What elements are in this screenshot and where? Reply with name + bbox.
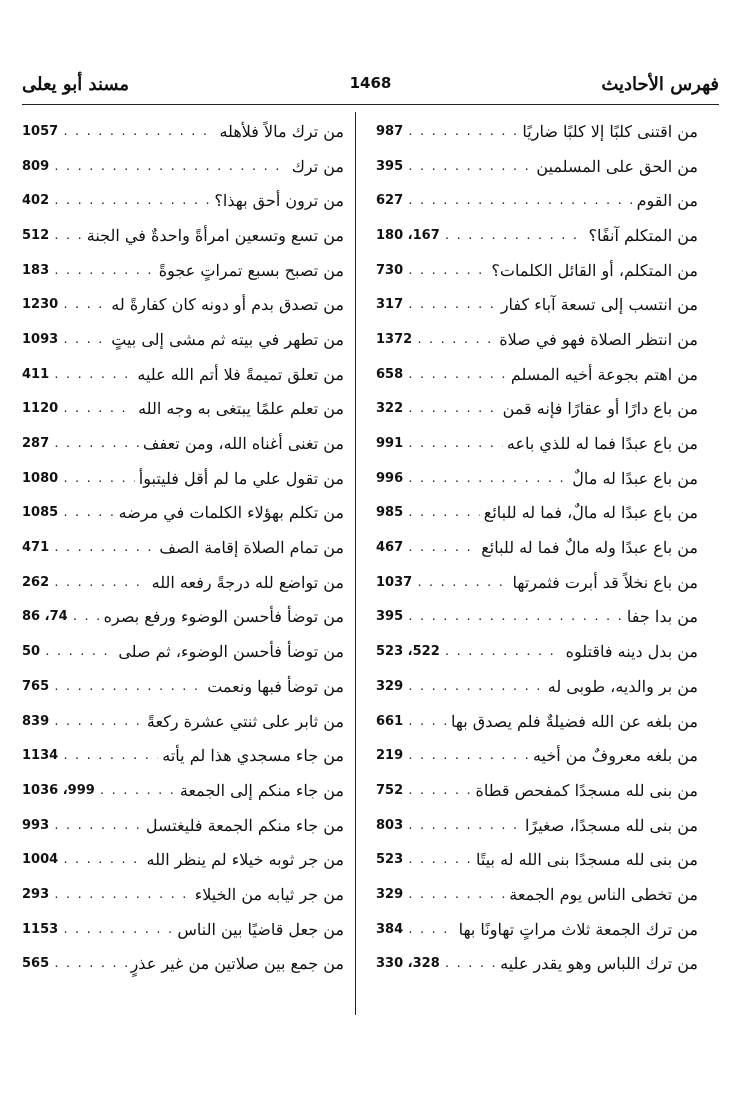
leader-dots (403, 888, 505, 901)
entry-pages: 1120 (22, 401, 59, 417)
index-entry (376, 496, 698, 531)
index-entry (22, 808, 344, 843)
leader-dots (49, 437, 139, 450)
entry-pages: 661 (376, 713, 404, 729)
index-title: فهرس الأحاديث (601, 74, 719, 95)
leader-dots (403, 680, 544, 693)
entry-pages: 1057 (22, 123, 59, 139)
entry-pages: 839 (22, 713, 50, 729)
leader-dots (95, 784, 176, 797)
page-header (22, 70, 719, 100)
leader-dots (403, 541, 477, 554)
entry-pages: 752 (376, 782, 404, 798)
leader-dots (49, 229, 83, 242)
leader-dots (403, 610, 623, 623)
page-number: 1468 (349, 74, 392, 92)
leader-dots (58, 506, 114, 519)
entry-pages: 991 (376, 436, 404, 452)
entry-pages: 765 (22, 678, 50, 694)
entry-text: من بر والديه، طوبى له (547, 676, 698, 696)
entry-text: من تقول علي ما لم أقل فليتبوأ (138, 468, 344, 488)
entry-pages: 512 (22, 227, 50, 243)
leader-dots (403, 368, 507, 381)
index-entry (22, 565, 344, 600)
index-entry (22, 392, 344, 427)
entry-pages: 317 (376, 297, 404, 313)
entry-pages: 809 (22, 158, 50, 174)
leader-dots (403, 125, 518, 138)
leader-dots (403, 472, 568, 485)
header-rule (22, 104, 719, 105)
leader-dots (49, 819, 142, 832)
index-entry (376, 426, 698, 461)
index-entry (376, 738, 698, 773)
index-entry (376, 634, 698, 669)
leader-dots (403, 715, 447, 728)
index-column-right (376, 114, 698, 981)
entry-text: من اقتنى كلبًا إلا كلبًا ضاريًا (522, 121, 698, 141)
entry-text: من جر ثوبه خيلاء لم ينظر الله (146, 850, 344, 870)
index-entry (376, 565, 698, 600)
entry-pages: 329 (376, 678, 404, 694)
entry-pages: 987 (376, 123, 404, 139)
index-entry (22, 114, 344, 149)
leader-dots (58, 749, 158, 762)
index-entry (376, 877, 698, 912)
entry-text: من تطهر في بيته ثم مشى إلى بيتٍ (111, 329, 344, 349)
index-entry (22, 218, 344, 253)
entry-pages: 74، 86 (22, 609, 68, 625)
index-entry (376, 287, 698, 322)
entry-text: من تصبح بسبع تمراتٍ عجوةً (158, 260, 344, 280)
leader-dots (68, 610, 100, 623)
entry-text: من باع عبدًا وله مالٌ فما له للبائع (481, 538, 698, 558)
leader-dots (440, 957, 496, 970)
entry-text: من المتكلم، أو القائل الكلمات؟ (491, 260, 698, 280)
entry-pages: 565 (22, 956, 50, 972)
leader-dots (403, 402, 498, 415)
index-entry (376, 669, 698, 704)
index-entry (376, 808, 698, 843)
entry-text: من بدا جفا (626, 607, 698, 627)
leader-dots (49, 957, 126, 970)
leader-dots (58, 402, 134, 415)
index-entry (22, 461, 344, 496)
entry-pages: 167، 180 (376, 227, 440, 243)
entry-text: من بلغه معروفٌ من أخيه (532, 746, 698, 766)
index-entry (22, 842, 344, 877)
entry-pages: 50 (22, 644, 41, 660)
entry-text: من توضأ فأحسن الوضوء، ثم صلى (118, 642, 344, 662)
leader-dots (412, 576, 508, 589)
entry-pages: 996 (376, 470, 404, 486)
entry-text: من جمع بين صلاتين من غير عذرٍ (130, 954, 344, 974)
entry-text: من القوم (636, 191, 698, 211)
entry-text: من تخطى الناس يوم الجمعة (509, 884, 698, 904)
entry-pages: 999، 1036 (22, 782, 95, 798)
entry-text: من انتظر الصلاة فهو في صلاة (499, 329, 698, 349)
index-entry (22, 947, 344, 982)
leader-dots (49, 264, 155, 277)
index-entry (376, 322, 698, 357)
entry-pages: 293 (22, 886, 50, 902)
entry-text: من توضأ فبها ونعمت (207, 676, 344, 696)
entry-pages: 1372 (376, 331, 413, 347)
index-column-left (22, 114, 344, 981)
leader-dots (49, 541, 155, 554)
leader-dots (403, 749, 529, 762)
entry-text: من بنى لله مسجدًا بنى الله له بيتًا (476, 850, 698, 870)
entry-pages: 395 (376, 158, 404, 174)
index-entry (376, 600, 698, 635)
leader-dots (403, 923, 455, 936)
entry-text: من انتسب إلى تسعة آباء كفار (500, 295, 698, 315)
column-divider (355, 112, 356, 1015)
index-entry (376, 704, 698, 739)
leader-dots (49, 160, 288, 173)
entry-pages: 1153 (22, 921, 59, 937)
leader-dots (440, 229, 585, 242)
index-entry (22, 530, 344, 565)
entry-pages: 384 (376, 921, 404, 937)
entry-text: من باع عبدًا فما له للذي باعه (506, 434, 698, 454)
entry-pages: 402 (22, 193, 50, 209)
index-entry (22, 253, 344, 288)
index-entry (22, 704, 344, 739)
index-entry (22, 496, 344, 531)
entry-text: من ترك مالاً فلأهله (219, 121, 344, 141)
entry-text: من بنى لله مسجدًا كمفحص قطاة (475, 780, 698, 800)
index-entry (376, 253, 698, 288)
entry-text: من بدل دينه فاقتلوه (565, 642, 698, 662)
entry-text: من تعلق تميمةً فلا أتم الله عليه (137, 364, 344, 384)
leader-dots (58, 125, 215, 138)
index-entry (376, 773, 698, 808)
index-entry (22, 322, 344, 357)
leader-dots (49, 715, 143, 728)
leader-dots (403, 784, 471, 797)
entry-text: من ترك (291, 156, 344, 176)
entry-text: من تسع وتسعين امرأةً واحدةٌ في الجنة (86, 225, 344, 245)
leader-dots (403, 853, 472, 866)
entry-text: من ترون أحق بهذا؟ (214, 191, 344, 211)
entry-text: من ثابر على ثنتي عشرة ركعةً (146, 711, 344, 731)
entry-text: من بنى لله مسجدًا، صغيرًا (524, 815, 698, 835)
leader-dots (49, 576, 147, 589)
entry-text: من جاء منكم إلى الجمعة (179, 780, 344, 800)
entry-pages: 471 (22, 540, 50, 556)
index-entry (376, 392, 698, 427)
index-entry (376, 912, 698, 947)
entry-pages: 803 (376, 817, 404, 833)
entry-text: من باع نخلاً قد أبرت فثمرتها (512, 572, 698, 592)
entry-text: من اهتم بجوعة أخيه المسلم (510, 364, 698, 384)
index-entry (22, 287, 344, 322)
entry-pages: 1037 (376, 574, 413, 590)
leader-dots (58, 853, 142, 866)
entry-text: من تواضع لله درجةً رفعه الله (151, 572, 344, 592)
entry-text: من باع عبدًا له مالٌ (572, 468, 698, 488)
index-entry (22, 669, 344, 704)
entry-pages: 262 (22, 574, 50, 590)
entry-text: من جر ثيابه من الخيلاء (194, 884, 344, 904)
entry-text: من ترك اللباس وهو يقدر عليه (500, 954, 698, 974)
leader-dots (58, 923, 173, 936)
index-entry (376, 218, 698, 253)
index-entry (22, 773, 344, 808)
entry-text: من جاء منكم الجمعة فليغتسل (145, 815, 344, 835)
leader-dots (49, 368, 133, 381)
leader-dots (440, 645, 562, 658)
entry-text: من باع عبدًا له مالٌ، فما له للبائع (483, 503, 698, 523)
entry-pages: 219 (376, 748, 404, 764)
entry-pages: 1004 (22, 852, 59, 868)
entry-pages: 1093 (22, 331, 59, 347)
leader-dots (40, 645, 114, 658)
entry-pages: 328، 330 (376, 956, 440, 972)
entry-text: من ترك الجمعة ثلاث مراتٍ تهاونًا بها (458, 919, 698, 939)
index-entry (22, 183, 344, 218)
entry-pages: 183 (22, 262, 50, 278)
entry-text: من جاء مسجدي هذا لم يأته (162, 746, 344, 766)
index-entry (376, 357, 698, 392)
leader-dots (49, 888, 191, 901)
entry-pages: 522، 523 (376, 644, 440, 660)
entry-text: من تكلم بهؤلاء الكلمات في مرضه (118, 503, 344, 523)
entry-text: من المتكلم آنفًا؟ (588, 225, 698, 245)
leader-dots (403, 819, 521, 832)
entry-pages: 467 (376, 540, 404, 556)
entry-pages: 985 (376, 505, 404, 521)
entry-pages: 1134 (22, 748, 59, 764)
index-entry (22, 912, 344, 947)
entry-text: من باع دارًا أو عقارًا فإنه قمن (502, 399, 698, 419)
entry-pages: 1080 (22, 470, 59, 486)
entry-pages: 730 (376, 262, 404, 278)
leader-dots (403, 437, 503, 450)
index-entry (376, 530, 698, 565)
leader-dots (403, 506, 480, 519)
entry-text: من الحق على المسلمين (536, 156, 698, 176)
leader-dots (49, 680, 203, 693)
entry-text: من تعلم علمًا يبتغى به وجه الله (138, 399, 344, 419)
leader-dots (412, 333, 495, 346)
entry-pages: 993 (22, 817, 50, 833)
entry-text: من جعل قاضيًا بين الناس (177, 919, 344, 939)
leader-dots (403, 194, 632, 207)
entry-pages: 523 (376, 852, 404, 868)
entry-pages: 1085 (22, 505, 59, 521)
index-entry (22, 634, 344, 669)
entry-text: من تصدق بدم أو دونه كان كفارةً له (111, 295, 344, 315)
leader-dots (403, 160, 532, 173)
entry-pages: 627 (376, 193, 404, 209)
index-entry (376, 183, 698, 218)
leader-dots (403, 298, 497, 311)
book-title: مسند أبو يعلى (22, 74, 130, 95)
index-entry (22, 426, 344, 461)
index-entry (22, 600, 344, 635)
entry-pages: 1230 (22, 297, 59, 313)
entry-text: من بلغه عن الله فضيلةٌ فلم يصدق بها (451, 711, 698, 731)
entry-pages: 658 (376, 366, 404, 382)
index-entry (22, 877, 344, 912)
leader-dots (49, 194, 210, 207)
entry-pages: 395 (376, 609, 404, 625)
index-entry (376, 114, 698, 149)
index-entry (22, 738, 344, 773)
index-entry (376, 947, 698, 982)
index-entry (376, 461, 698, 496)
index-entry (22, 149, 344, 184)
entry-pages: 322 (376, 401, 404, 417)
entry-pages: 287 (22, 436, 50, 452)
leader-dots (403, 264, 487, 277)
leader-dots (58, 333, 107, 346)
entry-pages: 411 (22, 366, 50, 382)
index-entry (22, 357, 344, 392)
entry-text: من تغنى أغناه الله، ومن تعفف (142, 434, 344, 454)
index-entry (376, 842, 698, 877)
entry-text: من تمام الصلاة إقامة الصف (159, 538, 344, 558)
entry-pages: 329 (376, 886, 404, 902)
index-entry (376, 149, 698, 184)
leader-dots (58, 298, 107, 311)
entry-text: من توضأ فأحسن الوضوء ورفع بصره (103, 607, 344, 627)
leader-dots (58, 472, 135, 485)
